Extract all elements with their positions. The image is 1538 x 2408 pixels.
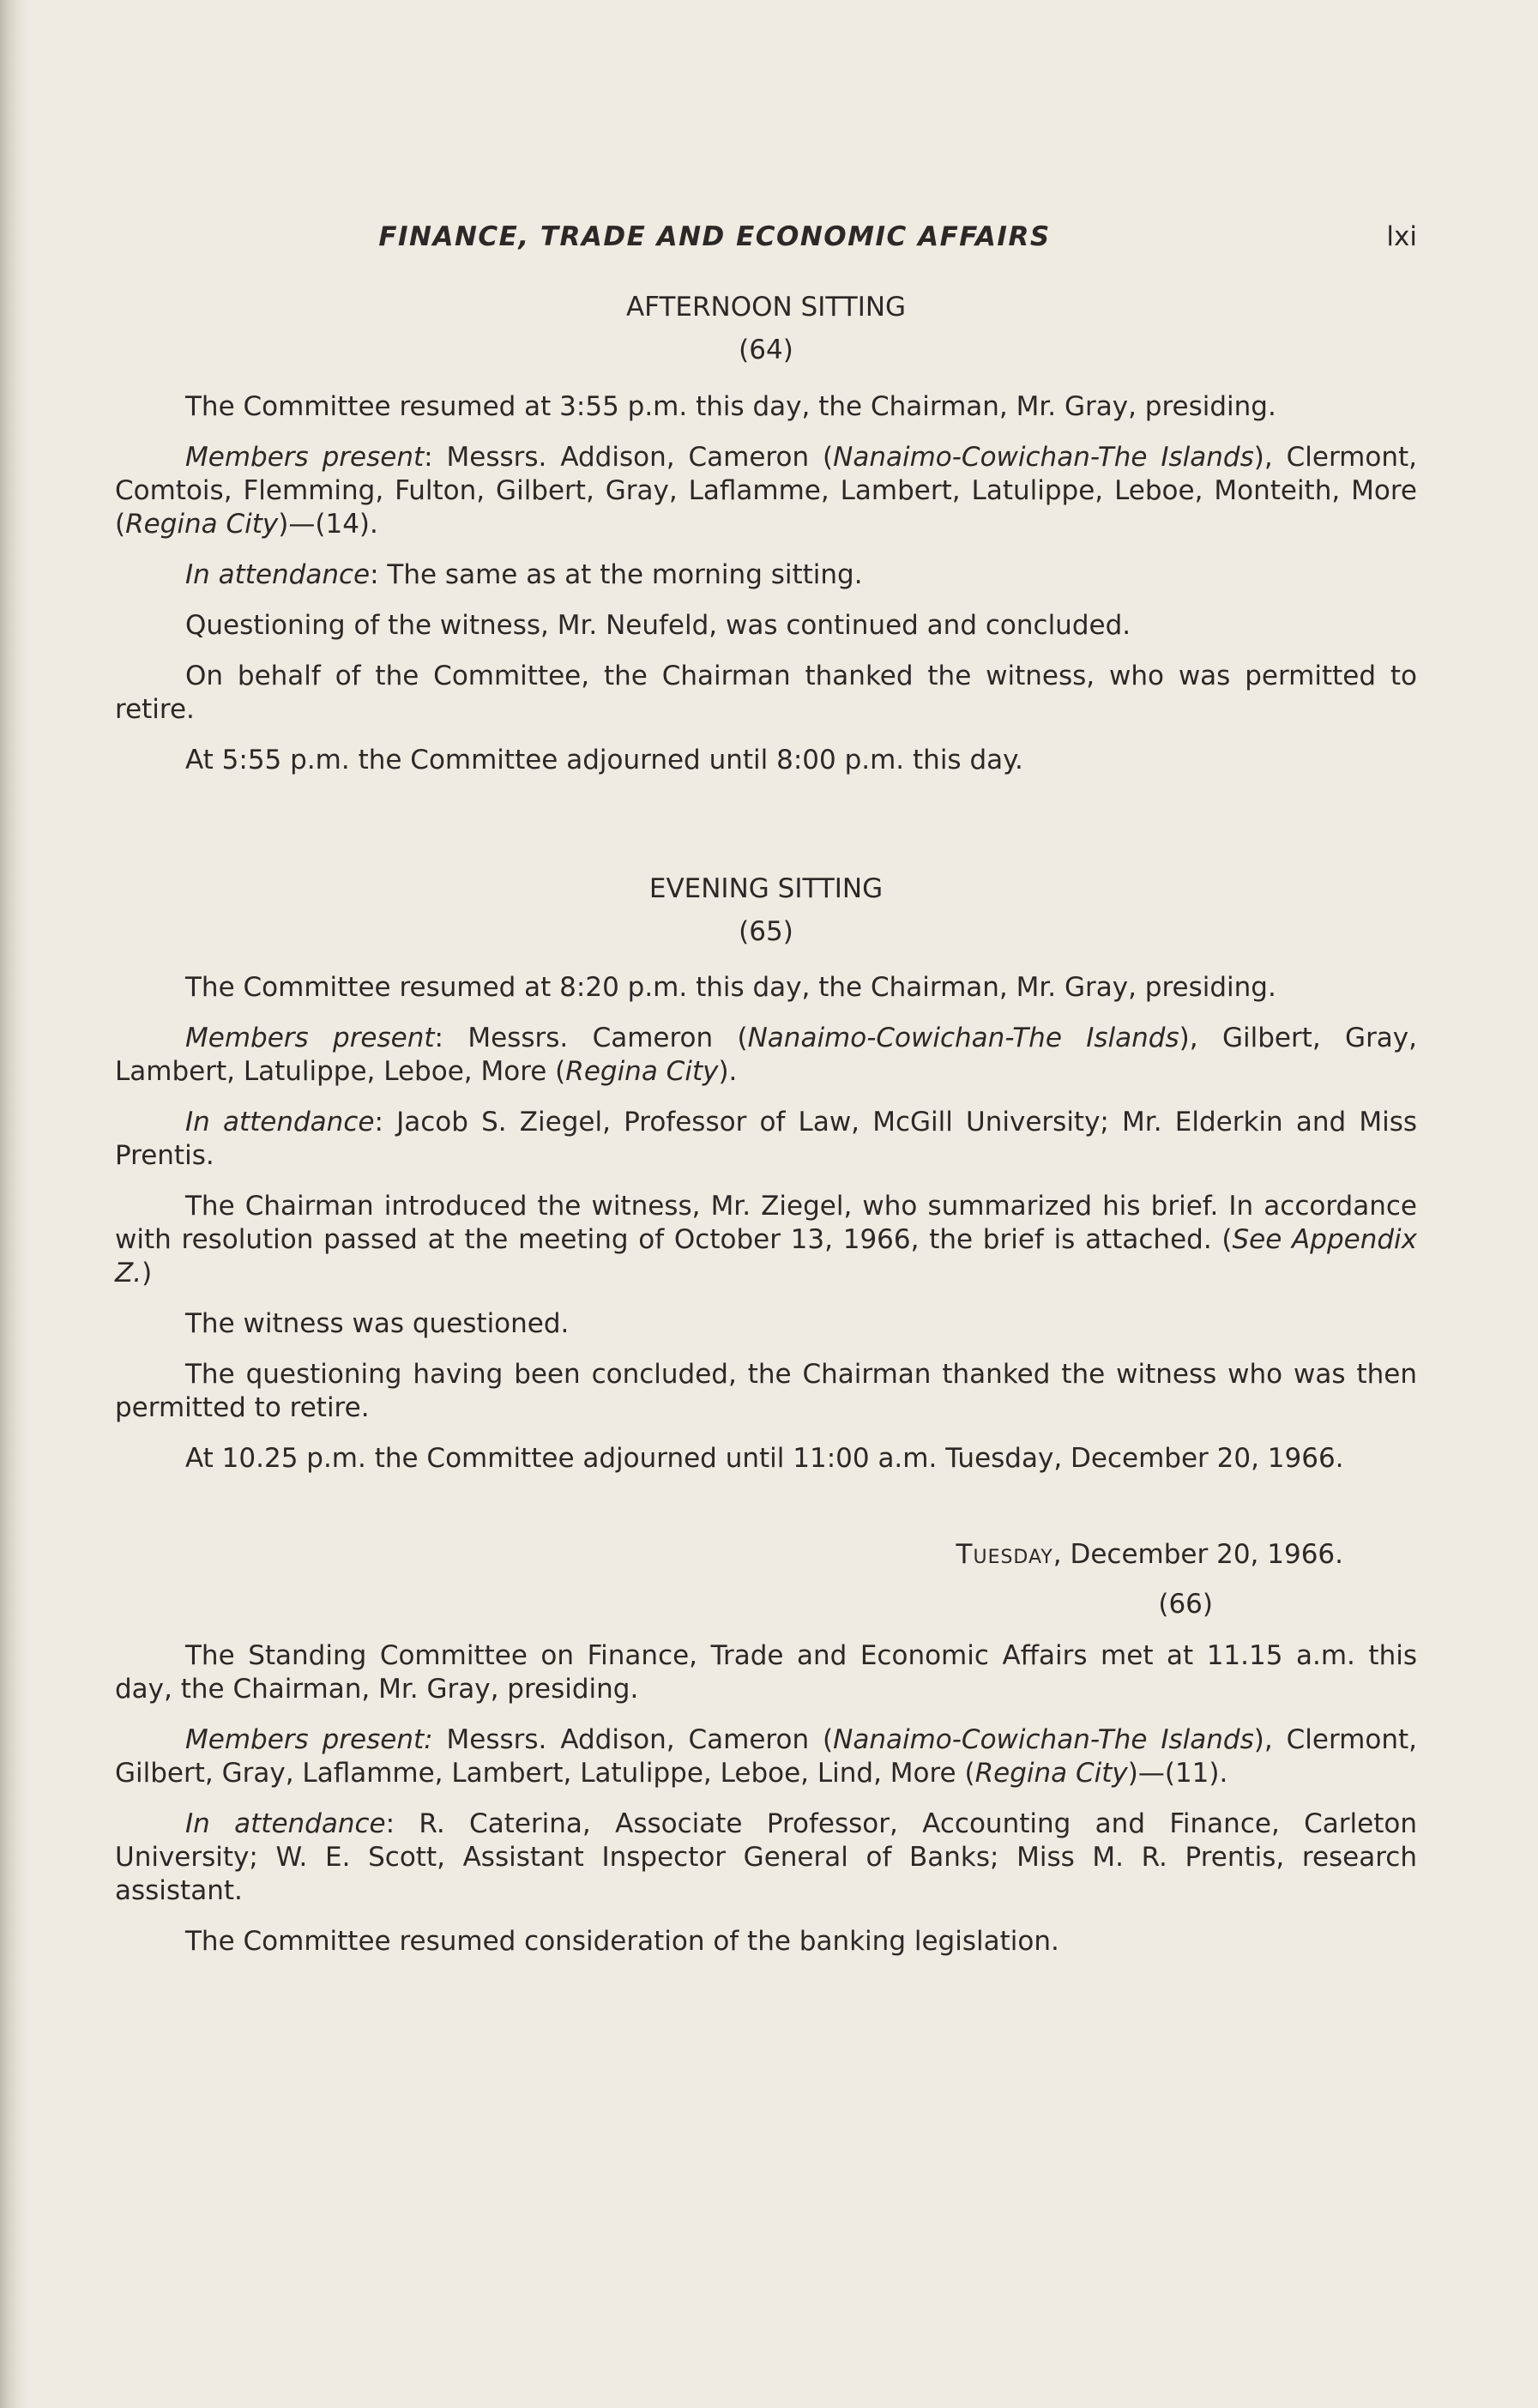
- members-present-label: Members present: [185, 441, 425, 473]
- members-list-part: ), Clermont, Comtois, Flemming, Fulton, Gilbert, Gray, Laflamme, Lambert, Latulippe, Leboe, Monteith, More (: [115, 441, 1418, 540]
- evening-members-present: [115, 1022, 1417, 1089]
- running-title: FINANCE, TRADE AND ECONOMIC AFFAIRS: [378, 221, 1051, 252]
- members-present-label: Members present: [185, 1023, 435, 1054]
- sitting-date: [115, 1537, 1343, 1572]
- tuesday-sitting-number: (66): [1158, 1589, 1213, 1620]
- witness-intro-text: ): [142, 1258, 153, 1289]
- members-list-part: ).: [718, 1056, 738, 1088]
- members-list-part: )—(14).: [278, 508, 378, 540]
- page-spine-shadow: [0, 0, 29, 2408]
- tuesday-p1: The Standing Committee on Finance, Trade and Economic Affairs met at 11.15 a.m. this day, the Chairman, Mr. Gray, presiding.: [115, 1639, 1417, 1705]
- sitting-day: Tuesday: [956, 1539, 1053, 1571]
- evening-p7: At 10.25 p.m. the Committee adjourned until 11:00 a.m. Tuesday, December 20, 1966.: [185, 1443, 1344, 1475]
- riding-name: Nanaimo-Cowichan-The Islands: [833, 441, 1254, 473]
- tuesday-members-present: [115, 1723, 1417, 1790]
- attendance-text: : The same as at the morning sitting.: [370, 558, 863, 590]
- members-present-label: Members present:: [185, 1723, 433, 1755]
- appendix-reference: See Appendix Z.: [115, 1224, 1417, 1289]
- attendance-text: : R. Caterina, Associate Professor, Accounting and Finance, Carleton University; W. E. Scott, Assistant Inspector General of Banks; Miss M. R. Prentis, research assistant.: [115, 1808, 1417, 1906]
- tuesday-in-attendance: [115, 1808, 1417, 1908]
- riding-name: Nanaimo-Cowichan-The Islands: [833, 1723, 1254, 1755]
- evening-in-attendance: [115, 1106, 1417, 1173]
- afternoon-p4: Questioning of the witness, Mr. Neufeld, was continued and concluded.: [185, 609, 1131, 641]
- members-list-part: ), Gilbert, Gray, Lambert, Latulippe, Leboe, More (: [115, 1023, 1418, 1088]
- afternoon-sitting-section: [115, 290, 1417, 777]
- riding-name: Regina City: [974, 1757, 1128, 1789]
- afternoon-heading: AFTERNOON SITTING: [625, 292, 907, 323]
- members-list-part: )—(11).: [1127, 1757, 1228, 1789]
- tuesday-p4: The Committee resumed consideration of the banking legislation.: [185, 1925, 1059, 1957]
- section-gap: [115, 794, 1417, 872]
- running-head: [115, 206, 1417, 257]
- riding-name: Nanaimo-Cowichan-The Islands: [747, 1023, 1179, 1054]
- evening-p1: The Committee resumed at 8:20 p.m. this day, the Chairman, Mr. Gray, presiding.: [185, 972, 1276, 1004]
- evening-p6: The questioning having been concluded, the Chairman thanked the witness who was then permitted to retire.: [115, 1359, 1417, 1424]
- evening-p4: [115, 1190, 1417, 1290]
- document-page: [115, 206, 1417, 1976]
- evening-heading: EVENING SITTING: [648, 872, 884, 904]
- in-attendance-label: In attendance: [185, 558, 371, 590]
- page-number: lxi: [1386, 221, 1417, 252]
- witness-intro-text: The Chairman introduced the witness, Mr. Ziegel, who summarized his brief. In accordance with resolution passed at the meeting of October 13, 1966, the brief is attached. (: [115, 1191, 1417, 1256]
- riding-name: Regina City: [565, 1056, 719, 1088]
- attendance-text: : Jacob S. Ziegel, Professor of Law, McGill University; Mr. Elderkin and Miss Prentis.: [115, 1107, 1418, 1172]
- members-list-part: : Messrs. Cameron (: [434, 1023, 748, 1054]
- sitting-date-rest: , December 20, 1966.: [1052, 1539, 1343, 1571]
- afternoon-p6: At 5:55 p.m. the Committee adjourned until 8:00 p.m. this day.: [185, 744, 1023, 776]
- evening-p5: The witness was questioned.: [185, 1308, 570, 1340]
- members-list-part: ), Clermont, Gilbert, Gray, Laflamme, Lambert, Latulippe, Leboe, Lind, More (: [115, 1723, 1418, 1789]
- afternoon-p5: On behalf of the Committee, the Chairman thanked the witness, who was permitted to retire.: [115, 660, 1417, 725]
- evening-sitting-section: [115, 872, 1417, 1476]
- tuesday-sitting-section: [115, 1537, 1417, 1958]
- members-list-part: : Messrs. Addison, Cameron (: [424, 441, 834, 473]
- evening-sitting-number: (65): [739, 915, 793, 947]
- members-list-part: Messrs. Addison, Cameron (: [432, 1723, 834, 1755]
- afternoon-in-attendance: [115, 558, 1417, 592]
- in-attendance-label: In attendance: [185, 1808, 386, 1839]
- afternoon-p1: The Committee resumed at 3:55 p.m. this day, the Chairman, Mr. Gray, presiding.: [185, 390, 1276, 422]
- afternoon-sitting-number: (64): [739, 335, 793, 366]
- afternoon-members-present: [115, 441, 1417, 541]
- in-attendance-label: In attendance: [185, 1107, 375, 1138]
- riding-name: Regina City: [125, 508, 279, 540]
